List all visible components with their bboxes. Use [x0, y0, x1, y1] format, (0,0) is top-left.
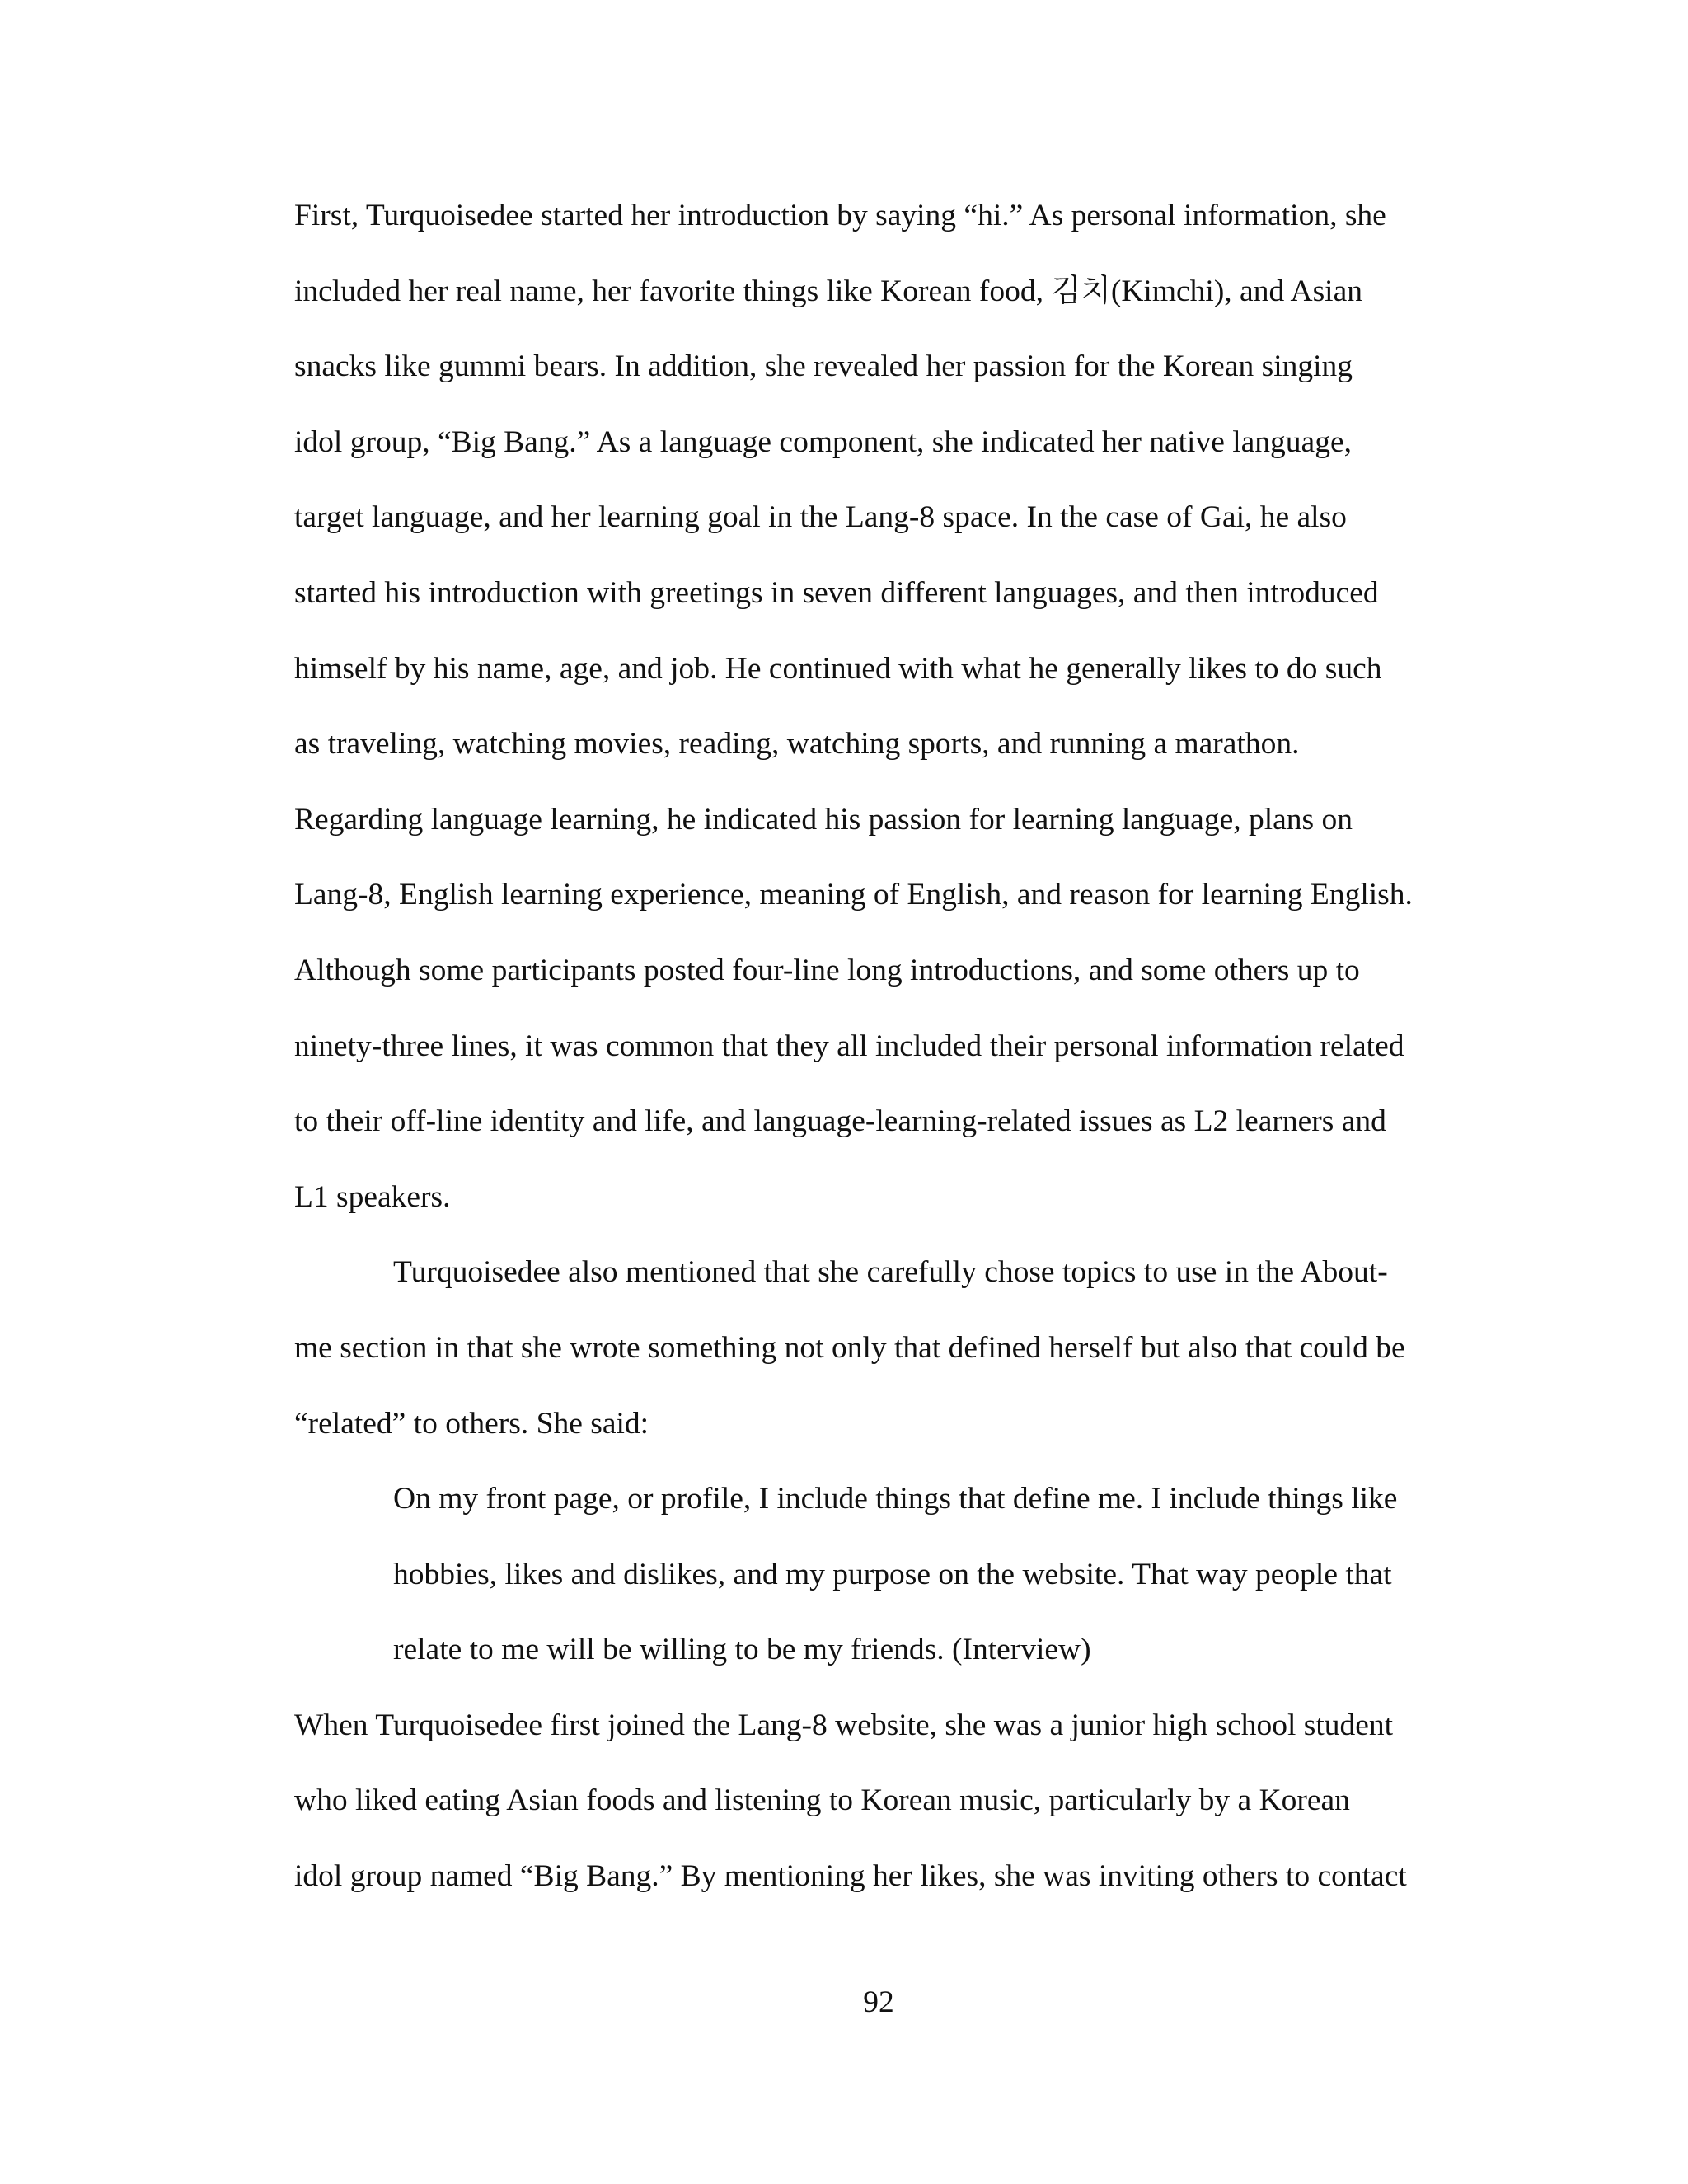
- page-number: 92: [863, 1985, 894, 2019]
- text-line: Although some participants posted four-line long introductions, and some others up to: [294, 953, 1360, 987]
- text-line: included her real name, her favorite things like Korean food, 김치(Kimchi), and Asian: [294, 274, 1362, 308]
- block-quote-line: hobbies, likes and dislikes, and my purpose on the website. That way people that: [393, 1557, 1392, 1591]
- text-line: L1 speakers.: [294, 1179, 451, 1214]
- text-line: ninety-three lines, it was common that they all included their personal information related: [294, 1029, 1404, 1063]
- text-line: Regarding language learning, he indicated his passion for learning language, plans on: [294, 802, 1353, 837]
- text-line: idol group, “Big Bang.” As a language component, she indicated her native language,: [294, 424, 1352, 459]
- text-line: target language, and her learning goal in the Lang-8 space. In the case of Gai, he also: [294, 500, 1347, 535]
- text-line: me section in that she wrote something not only that defined herself but also that could be: [294, 1330, 1405, 1365]
- paragraph-first-line: Turquoisedee also mentioned that she carefully chose topics to use in the About-: [393, 1255, 1388, 1290]
- text-line: When Turquoisedee first joined the Lang-8 website, she was a junior high school student: [294, 1708, 1394, 1742]
- text-line: “related” to others. She said:: [294, 1406, 649, 1441]
- body-text: [294, 191, 1489, 1928]
- text-line: idol group named “Big Bang.” By mentioning her likes, she was inviting others to contact: [294, 1859, 1407, 1894]
- text-line: to their off-line identity and life, and language-learning-related issues as L2 learners and: [294, 1104, 1386, 1139]
- text-line: snacks like gummi bears. In addition, she revealed her passion for the Korean singing: [294, 349, 1353, 384]
- text-line: as traveling, watching movies, reading, watching sports, and running a marathon.: [294, 727, 1300, 762]
- text-line: Lang-8, English learning experience, meaning of English, and reason for learning English.: [294, 878, 1413, 912]
- block-quote-line: relate to me will be willing to be my friends. (Interview): [393, 1633, 1091, 1667]
- block-quote-line: On my front page, or profile, I include things that define me. I include things like: [393, 1482, 1398, 1516]
- text-line: who liked eating Asian foods and listening to Korean music, particularly by a Korean: [294, 1783, 1350, 1818]
- text-line: First, Turquoisedee started her introduction by saying “hi.” As personal information, she: [294, 199, 1386, 232]
- text-line: started his introduction with greetings in seven different languages, and then introduced: [294, 575, 1379, 610]
- text-line: himself by his name, age, and job. He continued with what he generally likes to do such: [294, 651, 1382, 686]
